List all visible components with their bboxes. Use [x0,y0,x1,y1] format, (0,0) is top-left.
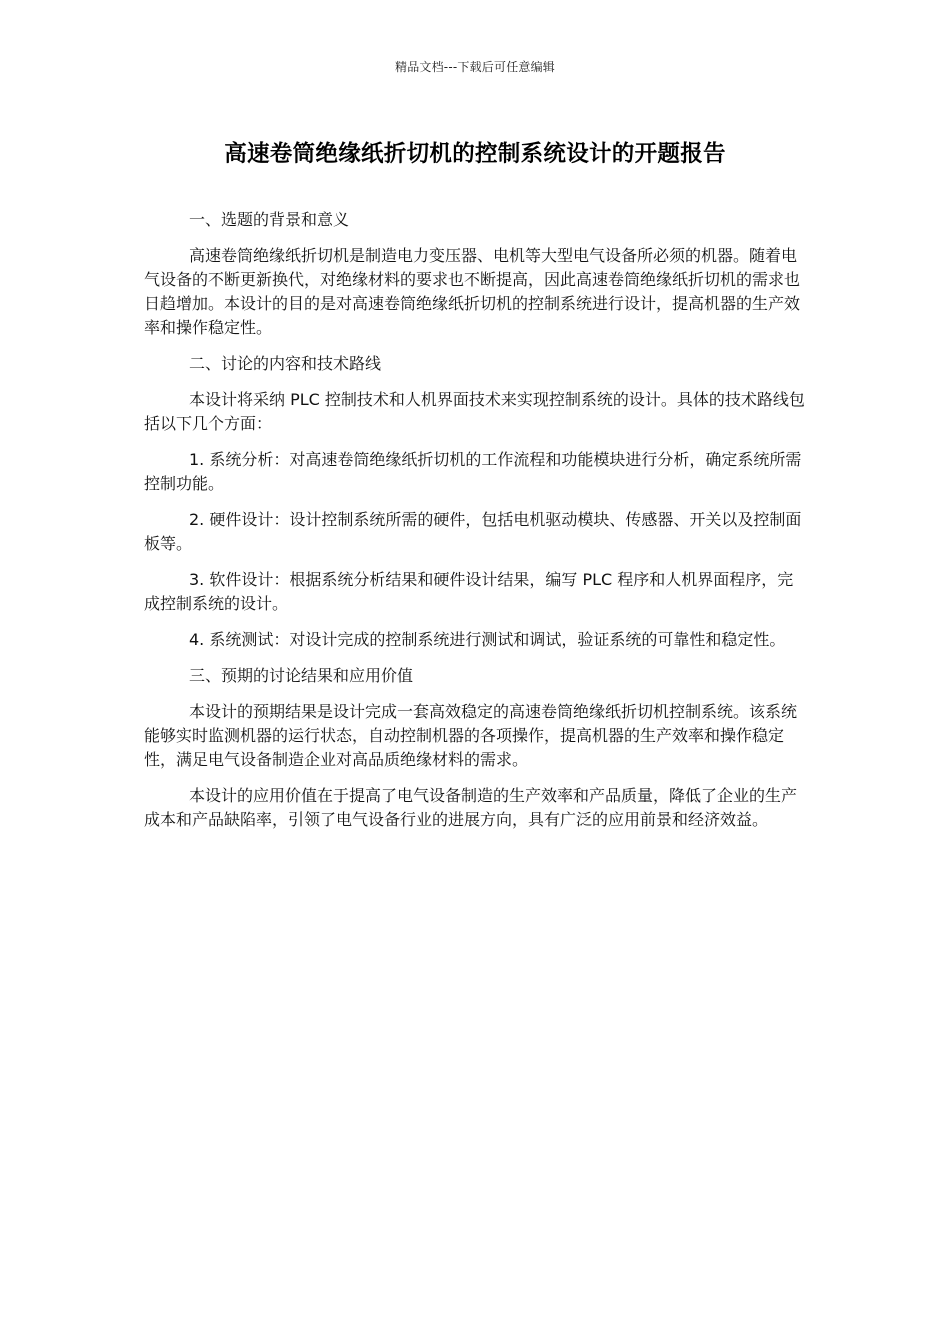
section-heading-content: 二、讨论的内容和技术路线 [189,354,382,373]
document-body [144,208,806,844]
paragraph-expected-results: 本设计的预期结果是设计完成一套高效稳定的高速卷筒绝缘纸折切机控制系统。该系统能够实时监测机器的运行状态，自动控制机器的各项操作，提高机器的生产效率和操作稳定性，满足电气设备制造企业对高品质绝缘材料的需求。 [144,702,798,769]
list-item-system-analysis: 1. 系统分析：对高速卷筒绝缘纸折切机的工作流程和功能模块进行分析，确定系统所需控制功能。 [144,450,802,493]
header-note: 精品文档---下载后可任意编辑 [395,60,555,74]
paragraph-application-value: 本设计的应用价值在于提高了电气设备制造的生产效率和产品质量，降低了企业的生产成本和产品缺陷率，引领了电气设备行业的进展方向，具有广泛的应用前景和经济效益。 [144,786,798,829]
list-item-system-testing: 4. 系统测试：对设计完成的控制系统进行测试和调试，验证系统的可靠性和稳定性。 [189,630,786,649]
list-item-software-design: 3. 软件设计：根据系统分析结果和硬件设计结果，编写 PLC 程序和人机界面程序，完成控制系统的设计。 [144,570,794,613]
section-heading-background: 一、选题的背景和意义 [189,210,350,229]
document-title: 高速卷筒绝缘纸折切机的控制系统设计的开题报告 [224,141,726,167]
paragraph-technical-route: 本设计将采纳 PLC 控制技术和人机界面技术来实现控制系统的设计。具体的技术路线包括以下几个方面： [144,390,805,433]
section-heading-expected-results: 三、预期的讨论结果和应用价值 [189,666,414,685]
paragraph-background: 高速卷筒绝缘纸折切机是制造电力变压器、电机等大型电气设备所必须的机器。随着电气设备的不断更新换代，对绝缘材料的要求也不断提高，因此高速卷筒绝缘纸折切机的需求也日趋增加。本设计的目的是对高速卷筒绝缘纸折切机的控制系统进行设计，提高机器的生产效率和操作稳定性。 [144,246,801,337]
list-item-hardware-design: 2. 硬件设计：设计控制系统所需的硬件，包括电机驱动模块、传感器、开关以及控制面板等。 [144,510,802,553]
